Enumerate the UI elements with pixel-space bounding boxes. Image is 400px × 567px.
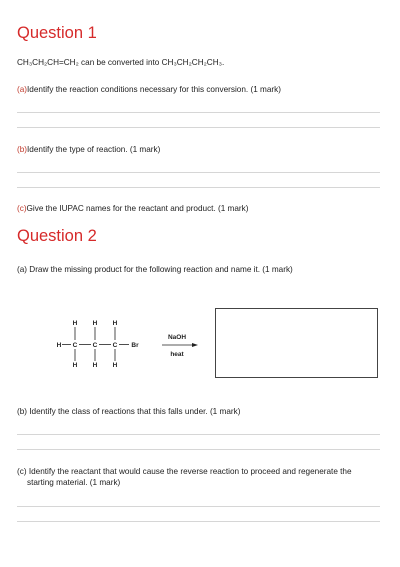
question-1c-prompt <box>17 203 248 214</box>
atom-br: Br <box>131 342 139 349</box>
question-2-title: Question 2 <box>17 227 97 245</box>
product-drawing-box[interactable] <box>215 308 378 378</box>
question-1b-label: (b) <box>17 145 28 154</box>
answer-line-2c-2[interactable] <box>17 521 380 522</box>
atom-h-top-3: H <box>112 320 118 327</box>
question-1b-text: Identify the type of reaction. (1 mark) <box>27 145 161 154</box>
atom-c-1: C <box>72 342 78 349</box>
reaction-arrow <box>162 343 198 347</box>
answer-line-1b-1[interactable] <box>17 172 380 173</box>
atom-c-3: C <box>112 342 118 349</box>
structural-formula-diagram <box>56 316 206 376</box>
question-1b-prompt <box>17 144 160 155</box>
atom-h-bottom-1: H <box>72 362 78 369</box>
question-1a-text: Identify the reaction conditions necessary for this conversion. (1 mark) <box>27 85 281 94</box>
question-1c-text: Give the IUPAC names for the reactant and product. (1 mark) <box>26 204 249 213</box>
question-2a-prompt: (a) Draw the missing product for the following reaction and name it. (1 mark) <box>17 265 293 274</box>
answer-line-2c-1[interactable] <box>17 506 380 507</box>
answer-line-2b-2[interactable] <box>17 449 380 450</box>
answer-line-1a-2[interactable] <box>17 127 380 128</box>
answer-line-1b-2[interactable] <box>17 187 380 188</box>
question-1a-label: (a) <box>17 85 28 94</box>
atom-h-top-1: H <box>72 320 78 327</box>
question-2b-prompt: (b) Identify the class of reactions that this falls under. (1 mark) <box>17 407 241 416</box>
reagent-label: NaOH <box>167 334 187 341</box>
question-1c-label: (c) <box>17 204 27 213</box>
atom-h-bottom-2: H <box>92 362 98 369</box>
question-1a-prompt <box>17 84 281 95</box>
atom-c-2: C <box>92 342 98 349</box>
condition-label: heat <box>170 351 184 358</box>
question-1-title: Question 1 <box>17 24 97 42</box>
atom-h-bottom-3: H <box>112 362 118 369</box>
atom-h-top-2: H <box>92 320 98 327</box>
answer-line-1a-1[interactable] <box>17 112 380 113</box>
atom-h-left: H <box>56 342 62 349</box>
question-2c-prompt: (c) Identify the reactant that would cause the reverse reaction to proceed and regenerate the starting material. (1 mark) <box>17 467 352 487</box>
question-1-intro: CH₃CH₂CH=CH₂ can be converted into CH₃CH₂CH₂CH₃. <box>17 58 225 67</box>
answer-line-2b-1[interactable] <box>17 434 380 435</box>
